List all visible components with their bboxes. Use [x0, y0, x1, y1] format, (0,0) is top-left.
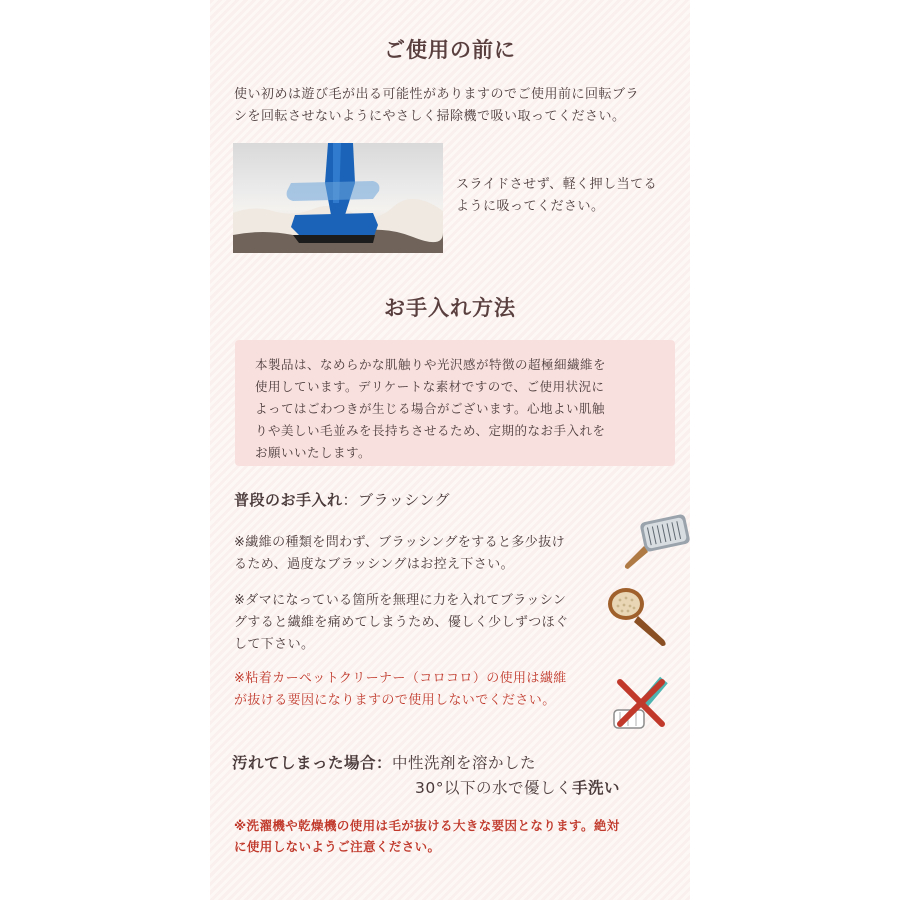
care-info-line: お願いいたします。 — [255, 445, 372, 460]
brushing-note-2-line3: して下さい。 — [234, 637, 315, 652]
care-info-text — [255, 354, 660, 464]
before-use-intro-line2: シを回転させないようにやさしく掃除機で吸い取ってください。 — [234, 109, 626, 124]
care-info-line: 使用しています。デリケートな素材ですので、ご使用状況に — [255, 379, 605, 394]
daily-care-label: 普段のお手入れ — [234, 491, 343, 509]
roller-warning-line2: が抜ける要因になりますので使用しないでください。 — [234, 693, 556, 708]
hand-wash-emphasis: 手洗い — [571, 779, 620, 797]
no-lint-roller-icon — [608, 672, 672, 738]
machine-wash-warning-line2: に使用しないようご注意ください。 — [234, 839, 441, 854]
slicker-brush-icon — [614, 512, 694, 576]
dirty-case-label: 汚れてしまった場合： — [232, 754, 393, 772]
dirty-case-text1: 中性洗剤を溶かした — [392, 754, 537, 772]
care-instructions-page — [210, 0, 690, 900]
roller-warning-line1: ※粘着カーペットクリーナー（コロコロ）の使用は繊維 — [234, 671, 567, 686]
vacuum-caption-line1: スライドさせず、軽く押し当てる — [456, 177, 658, 192]
daily-care-method: ：ブラッシング — [342, 491, 451, 509]
roller-warning-note — [234, 668, 604, 712]
dirty-case-text2: 30°以下の水で優しく — [415, 779, 572, 797]
care-heading: お手入れ方法 — [384, 296, 516, 320]
brushing-note-2-line1: ※ダマになっている箇所を無理に力を入れてブラッシン — [234, 593, 567, 608]
dirty-case-line2 — [415, 776, 620, 798]
machine-wash-warning-line1: ※洗濯機や乾燥機の使用は毛が抜ける大きな要因となります。絶対 — [234, 818, 620, 833]
brushing-note-1 — [234, 532, 604, 576]
care-info-line: よってはごわつきが生じる場合がございます。心地よい肌触 — [255, 401, 606, 416]
before-use-intro-line1: 使い初めは遊び毛が出る可能性がありますのでご使用前に回転ブラ — [234, 87, 640, 102]
care-info-line: りや美しい毛並みを長持ちさせるため、定期的なお手入れを — [255, 423, 606, 438]
vacuum-illustration — [233, 143, 443, 253]
before-use-intro — [234, 84, 679, 128]
dirty-case — [232, 751, 536, 773]
brushing-note-2-line2: グすると繊維を痛めてしまうため、優しく少しずつほぐ — [234, 615, 569, 630]
daily-care-subheading — [234, 489, 450, 510]
vacuum-icon — [233, 143, 443, 253]
brushing-note-2 — [234, 590, 604, 656]
brushing-note-1-line2: るため、過度なブラッシングはお控え下さい。 — [234, 557, 515, 572]
care-info-line: 本製品は、なめらかな肌触りや光沢感が特徴の超極細繊維を — [255, 357, 607, 372]
vacuum-caption — [456, 174, 681, 218]
machine-wash-warning — [234, 815, 684, 857]
vacuum-caption-line2: ように吸ってください。 — [456, 199, 605, 214]
bristle-brush-icon — [602, 582, 672, 656]
care-info-box — [235, 340, 675, 466]
before-use-heading: ご使用の前に — [384, 38, 516, 62]
brushing-note-1-line1: ※繊維の種類を問わず、ブラッシングをすると多少抜け — [234, 535, 566, 550]
